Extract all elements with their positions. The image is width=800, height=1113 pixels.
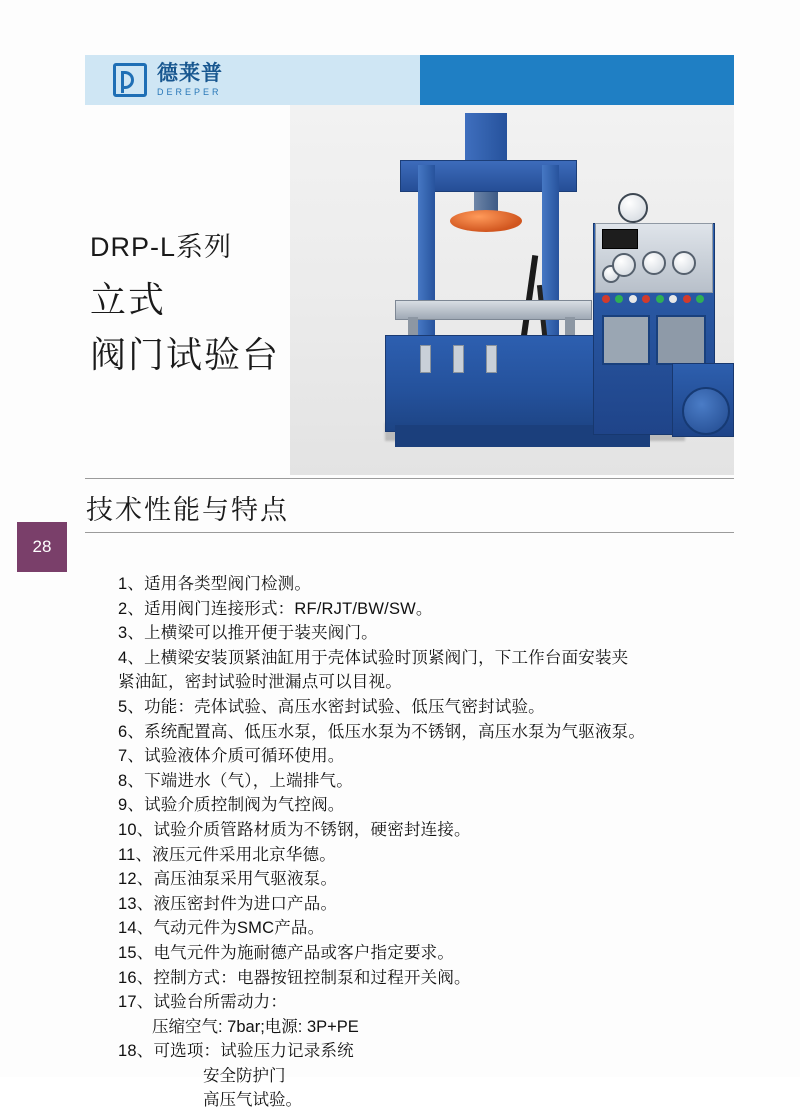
tank-flange [682, 387, 730, 435]
section-heading: 技术性能与特点 [86, 495, 289, 525]
product-title [90, 225, 305, 378]
spec-item: 4、上横梁安装顶紧油缸用于壳体试验时顶紧阀门，下工作台面安装夹 [118, 648, 629, 667]
manual-valve-2 [453, 345, 464, 373]
brand-header [85, 55, 420, 105]
spec-sub-item: 压缩空气: 7bar;电源: 3P+PE [152, 1017, 359, 1036]
cabinet-window-right [656, 315, 706, 365]
product-type: 立式 [90, 279, 167, 320]
spec-item: 12、高压油泵采用气驱液泵。 [118, 870, 338, 889]
spec-item: 16、控制方式：电器按钮控制泵和过程开关阀。 [118, 968, 471, 987]
spec-sub-item: 安全防护门 [203, 1066, 286, 1085]
spec-sub-item: 高压气试验。 [203, 1091, 302, 1110]
spec-item: 1、适用各类型阀门检测。 [118, 575, 312, 593]
spec-item: 3、上横梁可以推开便于装夹阀门。 [118, 624, 378, 643]
product-series: DRP-L系列 [90, 232, 233, 262]
spec-item: 6、系统配置高、低压水泵，低压水泵为不锈钢，高压水泵为气驱液泵。 [118, 722, 646, 741]
spec-item: 15、电气元件为施耐德产品或客户指定要求。 [118, 943, 455, 962]
spec-item: 7、试验液体介质可循环使用。 [118, 747, 345, 766]
dereper-logo-icon [113, 63, 147, 97]
clamp-disc [450, 210, 522, 232]
spec-item: 紧油缸，密封试验时泄漏点可以目视。 [118, 673, 402, 692]
button-red-1 [602, 295, 610, 303]
spec-item: 9、试验介质控制阀为气控阀。 [118, 796, 345, 815]
pressure-gauge-1 [612, 253, 636, 277]
spec-item: 18、可选项：试验压力记录系统 [118, 1042, 354, 1061]
product-name: 阀门试验台 [90, 334, 281, 375]
hero-section [85, 105, 734, 475]
pressure-gauge-main [618, 193, 648, 223]
spec-item: 5、功能：壳体试验、高压水密封试验、低压气密封试验。 [118, 697, 545, 716]
page-number-tab: 28 [17, 522, 67, 572]
button-red-3 [683, 295, 691, 303]
work-table [395, 300, 592, 320]
spec-item: 10、试验介质管路材质为不锈钢，硬密封连接。 [118, 820, 471, 839]
button-white-2 [669, 295, 677, 303]
divider-top [85, 478, 734, 479]
pressure-gauge-3 [672, 251, 696, 275]
spec-item: 14、气动元件为SMC产品。 [118, 919, 325, 938]
spec-item: 11、液压元件采用北京华德。 [118, 845, 336, 864]
brand-name-en: DEREPER [157, 87, 222, 97]
control-button-row [599, 291, 707, 307]
brand-name-cn: 德莱普 [157, 62, 223, 85]
spec-item: 8、下端进水（气），上端排气。 [118, 771, 353, 790]
spec-item: 2、适用阀门连接形式：RF/RJT/BW/SW。 [118, 599, 433, 618]
digital-display [602, 229, 638, 249]
button-green-2 [656, 295, 664, 303]
divider-bottom [85, 532, 734, 533]
page-header-band [85, 55, 734, 105]
spec-item: 13、液压密封件为进口产品。 [118, 894, 338, 913]
button-red-2 [642, 295, 650, 303]
manual-valve-3 [486, 345, 497, 373]
product-photo [290, 105, 734, 475]
cabinet-window-left [602, 315, 650, 365]
pressure-gauge-2 [642, 251, 666, 275]
brand-text [157, 63, 223, 97]
button-green-1 [615, 295, 623, 303]
spec-list [118, 572, 734, 1113]
button-white-1 [629, 295, 637, 303]
button-green-3 [696, 295, 704, 303]
spec-item: 17、试验台所需动力： [118, 993, 288, 1012]
manual-valve-1 [420, 345, 431, 373]
